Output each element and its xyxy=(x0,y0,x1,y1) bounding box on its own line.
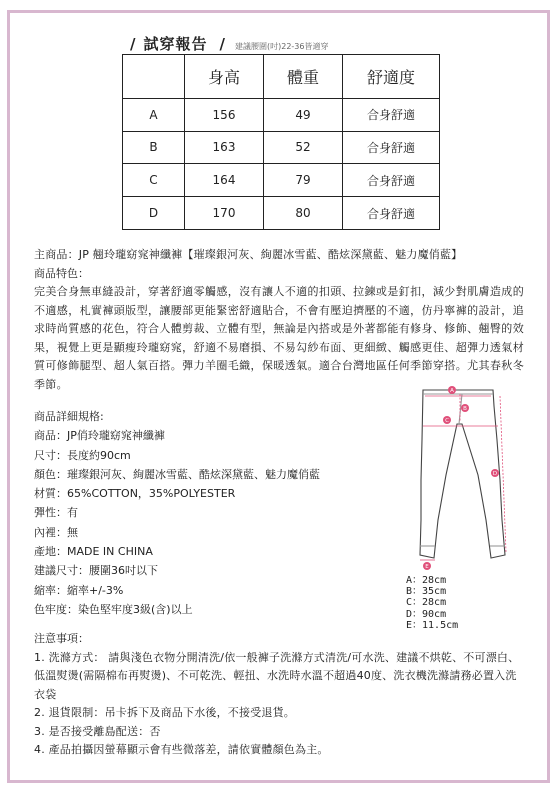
spec-heading: 商品詳細規格: xyxy=(34,410,104,423)
spec-item: 尺寸：長度約90cm xyxy=(34,448,131,462)
notes-section xyxy=(34,630,524,760)
marker-c-label: C xyxy=(445,418,449,424)
spec-item: 縮率：縮率+/-3% xyxy=(34,583,124,597)
table-row xyxy=(123,197,440,230)
table-row xyxy=(123,164,440,197)
table-row xyxy=(123,98,440,131)
header-slash: / xyxy=(130,35,136,53)
note-item: 2. 退貨限制：吊卡拆下及商品下水後，不接受退貨。 xyxy=(34,706,295,719)
fit-cell: 合身舒適 xyxy=(343,197,440,230)
waist-note: 建議腰圍(吋)22-36皆適穿 xyxy=(234,42,329,51)
column-header: 身高 xyxy=(185,55,264,99)
fit-report-table xyxy=(122,54,440,230)
row-label: A xyxy=(123,98,185,131)
fit-cell: 合身舒適 xyxy=(343,164,440,197)
height-cell: 164 xyxy=(185,164,264,197)
marker-d-label: D xyxy=(492,471,498,477)
fit-cell: 合身舒適 xyxy=(343,131,440,164)
spec-item: 建議尺寸：腰圍36吋以下 xyxy=(34,564,158,578)
marker-b-label: B xyxy=(463,406,467,412)
features-label: 商品特色： xyxy=(34,266,89,280)
spec-item: 材質：65%COTTON，35%POLYESTER xyxy=(34,487,236,501)
height-cell: 156 xyxy=(185,98,264,131)
row-label: C xyxy=(123,164,185,197)
header-slash: / xyxy=(219,35,225,53)
measurement-list xyxy=(406,575,458,631)
table-header-row xyxy=(123,55,440,99)
product-section xyxy=(34,246,524,394)
measurement-e: E：11.5cm xyxy=(406,619,459,631)
product-description: 完美合身無車縫設計，穿著舒適零觸感，沒有讓人不適的扣頭、拉鍊或是釘扣，減少對肌膚造成的不適感，札實褲頭版型，讓腰部更能緊密舒適貼合，不會有壓迫擠壓的不適，仿丹寧褲的設計，追求時尚質感的花色，符合人體剪裁、立體有型，無論是內搭或是外著都能有修身、修飾、翹臀的效果，視覺上更是顯瘦玲瓏窈窕，舒適不易磨損、不易勾紗布面、更細緻、觸感更佳、超彈力透氣材質可修飾腿型、超人氣百搭。彈力羊圈毛織，保暖透氣。適合台灣地區任何季節穿搭。尤其春秋冬季節。 xyxy=(34,285,524,391)
spec-item: 商品：JP俏玲瓏窈窕神纖褲 xyxy=(34,429,165,443)
spec-item: 色牢度：染色堅牢度3級(含)以上 xyxy=(34,602,193,616)
spec-item: 顏色：璀璨銀河灰、絢麗冰雪藍、酷炫深黛藍、魅力魔俏藍 xyxy=(34,467,320,481)
spec-item: 彈性：有 xyxy=(34,506,78,520)
section-header xyxy=(130,33,328,53)
spec-item: 產地：MADE IN CHINA xyxy=(34,545,153,559)
measurement-a: A：28cm xyxy=(406,575,447,586)
measurement-d: D：90cm xyxy=(406,608,447,620)
measurement-c: C：28cm xyxy=(406,597,447,609)
column-header: 體重 xyxy=(264,55,343,99)
note-item: 4. 產品拍攝因螢幕顯示會有些微落差，請依實體顏色為主。 xyxy=(34,743,329,756)
weight-cell: 79 xyxy=(264,164,343,197)
height-cell: 163 xyxy=(185,131,264,164)
main-product-line: 主商品：JP 翹玲瓏窈窕神纖褲【璀璨銀河灰、絢麗冰雪藍、酷炫深黛藍、魅力魔俏藍】 xyxy=(34,248,463,261)
height-cell: 170 xyxy=(185,197,264,230)
measurement-b: B：35cm xyxy=(406,586,447,598)
row-label: B xyxy=(123,131,185,164)
note-item: 3. 是否接受離島配送：否 xyxy=(34,724,161,738)
pants-measurement-diagram xyxy=(396,380,516,580)
spec-item: 內裡：無 xyxy=(34,525,78,539)
weight-cell: 49 xyxy=(264,98,343,131)
column-header: 舒適度 xyxy=(343,55,440,99)
notes-heading: 注意事項： xyxy=(34,632,89,645)
weight-cell: 80 xyxy=(264,197,343,230)
note-item: 1. 洗滌方式： 請與淺色衣物分開清洗/依一般褲子洗滌方式清洗/可水洗、建議不烘乾、不可漂白、低溫熨燙(需隔棉布再熨燙)、不可乾洗、輕扭、水洗時水溫不超過40度、洗衣機洗滌請務必置入洗衣袋 xyxy=(34,650,520,701)
weight-cell: 52 xyxy=(264,131,343,164)
spec-list xyxy=(34,407,334,619)
row-label: D xyxy=(123,197,185,230)
table-row xyxy=(123,131,440,164)
fit-cell: 合身舒適 xyxy=(343,98,440,131)
marker-a-label: A xyxy=(450,388,454,394)
marker-e-label: E xyxy=(425,564,429,570)
section-title: 試穿報告 xyxy=(143,35,208,53)
measurement-lines xyxy=(420,394,506,560)
column-header xyxy=(123,55,185,99)
